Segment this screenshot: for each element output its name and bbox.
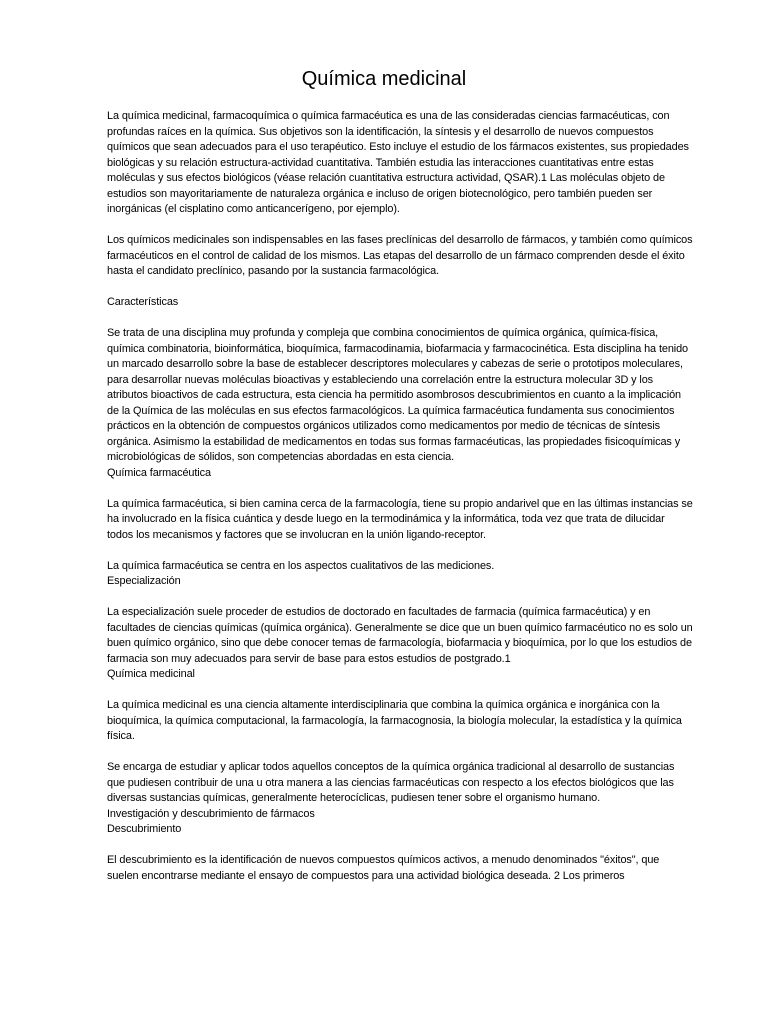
heading-investigacion: Investigación y descubrimiento de fármacos <box>107 807 315 820</box>
paragraph-specialization: La especialización suele proceder de estudios de doctorado en facultades de farmacia (química farmacéutica) y en facultades de ciencias químicas (química orgánica). Generalmente se dice que un buen químico farmacéutico no es solo un buen químico orgánico, sino que debe conocer temas de farmacología, biofarmacia y bioquímica, por lo que los estudios de farmacia son muy adecuados para servir de base para estos estudios de postgrado.1 <box>107 606 693 665</box>
paragraph-organic-concepts: Se encarga de estudiar y aplicar todos aquellos conceptos de la química orgánica tradicional al desarrollo de sustancias que pudiesen contribuir de una u otra manera a las ciencias farmacéuticas con respecto a los efectos biológicos que las diversas sustancias químicas, generalmente heterocíclicas, pudiesen tener sobre el organismo humano. <box>107 761 675 804</box>
paragraph-qualitative-aspects: La química farmacéutica se centra en los aspectos cualitativos de las mediciones. <box>107 559 495 572</box>
paragraph-characteristics: Se trata de una disciplina muy profunda y compleja que combina conocimientos de química orgánica, química-física, química combinatoria, bioinformática, bioquímica, farmacodinamia, biofarmacia y farmacocinética. Esta disciplina ha tenido un marcado desarrollo sobre la base de establecer descriptores moleculares y cabezas de serie o prototipos moleculares, para desarrollar nuevas moléculas bioactivas y estableciendo una correlación entre la estructura molecular 3D y los atributos bioactivos de cada estructura, esta ciencia ha permitido asombrosos descubrimientos en cuanto a la implicación de la Química de las moléculas en sus efectos farmacológicos. La química farmacéutica fundamenta sus conocimientos prácticos en la obtención de compuestos orgánicos utilizados como medicamentos por medio de técnicas de síntesis orgánica. Asimismo la estabilidad de medicamentos en todas sus formas farmacéuticas, las propiedades fisicoquímicas y microbiológicas de sólidos, son competencias abordadas en esta ciencia. <box>107 327 689 463</box>
heading-descubrimiento: Descubrimiento <box>107 823 182 835</box>
heading-quimica-medicinal: Química medicinal <box>107 668 195 680</box>
paragraph-pharmaceutical-chemistry: La química farmacéutica, si bien camina cerca de la farmacología, tiene su propio andarivel que en las últimas instancias se ha involucrado en la física cuántica y desde luego en la termodinámica y la informática, toda vez que trata de dilucidar todos los mecanismos y factores que se involucran en la unión ligando-receptor. <box>107 497 693 541</box>
document-title: Química medicinal <box>301 68 467 90</box>
paragraph-intro: La química medicinal, farmacoquímica o química farmacéutica es una de las consideradas ciencias farmacéuticas, con profundas raíces en la química. Sus objetivos son la identificación, la síntesis y el desarrollo de nuevos compuestos químicos que sean adecuados para el uso terapéutico. Esto incluye el estudio de los fármacos existentes, sus propiedades biológicas y su relación estructura-actividad cuantitativa. También estudia las interacciones cuantitativas entre estas moléculas y sus efectos biológicos (véase relación cuantitativa estructura actividad, QSAR).1 Las moléculas objeto de estudios son mayoritariamente de naturaleza orgánica e incluso de origen biotecnológico, pero también pueden ser inorgánicas (el cisplatino como anticancerígeno, por ejemplo). <box>107 110 689 215</box>
heading-especializacion: Especialización <box>107 575 181 587</box>
paragraph-discovery: El descubrimiento es la identificación de nuevos compuestos químicos activos, a menudo denominados "éxitos", que suelen encontrarse mediante el ensayo de compuestos para una actividad biológica deseada. 2 Los primeros <box>107 854 660 882</box>
heading-quimica-farmaceutica: Química farmacéutica <box>107 466 211 479</box>
heading-caracteristicas: Características <box>107 296 179 308</box>
paragraph-interdisciplinary: La química medicinal es una ciencia altamente interdisciplinaria que combina la química orgánica e inorgánica con la bioquímica, la química computacional, la farmacología, la farmacognosia, la biología molecular, la estadística y la química física. <box>107 699 682 742</box>
document-body <box>107 109 693 884</box>
paragraph-medicinal-chemists: Los químicos medicinales son indispensables en las fases preclínicas del desarrollo de fármacos, y también como químicos farmacéuticos en el control de calidad de los mismos. Las etapas del desarrollo de un fármaco comprenden desde el éxito hasta el candidato preclínico, pasando por la sustancia farmacológica. <box>107 234 693 277</box>
